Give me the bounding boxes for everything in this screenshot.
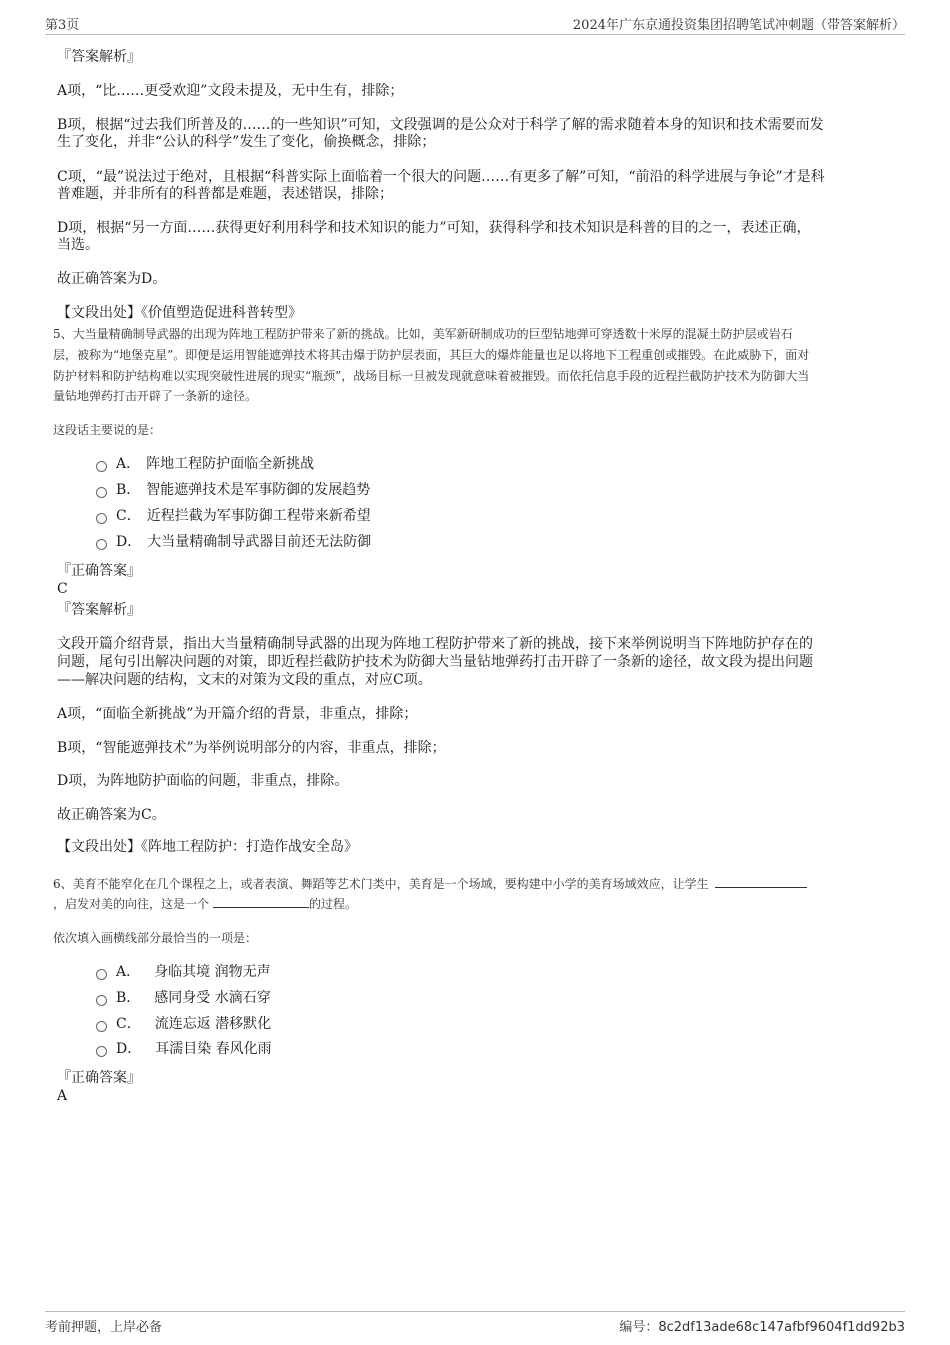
radio-icon[interactable] — [96, 513, 107, 524]
q4-analysis-d-line2: 当选。 — [57, 237, 99, 253]
page-number: 第3页 — [45, 18, 80, 33]
q6-stem-text: 的过程。 — [309, 897, 358, 911]
option-key: C． — [116, 1016, 141, 1032]
option-text: 近程拦截为军事防御工程带来新希望 — [146, 508, 371, 524]
option-key: A． — [116, 964, 141, 980]
q5-stem-line2: 层，被称为“地堡克星”。即便是运用智能遮弹技术将其击爆于防护层表面，其巨大的爆炸能量也足以将地下工程重创或摧毁。在此威胁下，面对 — [53, 348, 810, 362]
q4-source: 【文段出处】《价值塑造促进科普转型》 — [57, 305, 302, 321]
q6-stem-text: ，启发对美的向往，这是一个 — [53, 897, 210, 911]
option-key: B． — [116, 482, 141, 498]
option-key: D． — [116, 1041, 142, 1057]
q5-option-c[interactable] — [96, 506, 371, 526]
q6-option-c[interactable] — [96, 1014, 271, 1034]
q5-analysis-b: B项，“智能遮弹技术”为举例说明部分的内容，非重点，排除； — [57, 740, 446, 756]
q5-analysis-line2: 问题，尾句引出解决问题的对策，即近程拦截防护技术为防御大当量钻地弹药打击开辟了一条新的途径，故文段为提出问题 — [57, 654, 813, 670]
q6-option-b[interactable] — [96, 988, 271, 1008]
q5-conclusion: 故正确答案为C。 — [57, 807, 166, 823]
q4-analysis-c-line1: C项，“最”说法过于绝对，且根据“科普实际上面临着一个很大的问题……有更多了解”可知，“前沿的科学进展与争论”才是科 — [57, 169, 825, 185]
q5-stem-line3: 防护材料和防护结构难以实现突破性进展的现实“瓶颈”，战场目标一旦被发现就意味着被摧毁。而依托信息手段的近程拦截防护技术为防御大当 — [53, 369, 810, 383]
option-key: A． — [116, 456, 141, 472]
q4-analysis-b-line2: 生了变化，并非“公认的科学”发生了变化，偷换概念，排除； — [57, 134, 436, 150]
option-text: 耳濡目染 春风化雨 — [155, 1041, 272, 1057]
radio-icon[interactable] — [96, 461, 107, 472]
q6-answer-label: 『正确答案』 — [57, 1070, 141, 1086]
page-footer — [45, 1311, 905, 1339]
q5-question: 这段话主要说的是： — [53, 423, 162, 437]
q5-answer: C — [57, 581, 68, 597]
radio-icon[interactable] — [96, 1021, 107, 1032]
fill-blank-2 — [213, 895, 309, 908]
option-text: 智能遮弹技术是军事防御的发展趋势 — [146, 482, 371, 498]
q4-conclusion: 故正确答案为D。 — [57, 271, 167, 287]
q5-option-d[interactable] — [96, 532, 371, 552]
option-text: 感同身受 水滴石穿 — [154, 990, 271, 1006]
option-text: 流连忘返 潜移默化 — [154, 1016, 272, 1032]
q5-option-a[interactable] — [96, 454, 314, 474]
option-text: 阵地工程防护面临全新挑战 — [146, 456, 315, 472]
footer-slogan: 考前押题，上岸必备 — [45, 1320, 163, 1335]
q5-analysis-label: 『答案解析』 — [57, 602, 141, 618]
q4-analysis-b-line1: B项，根据“过去我们所普及的……的一些知识”可知，文段强调的是公众对于科学了解的需求随着本身的知识和技术需要而发 — [57, 117, 824, 133]
option-key: D． — [116, 534, 142, 550]
q5-analysis-line3: ——解决问题的结构，文末的对策为文段的重点，对应C项。 — [57, 672, 432, 688]
page-header — [45, 14, 905, 35]
q5-answer-label: 『正确答案』 — [57, 563, 141, 579]
q5-analysis-d: D项，为阵地防护面临的问题，非重点，排除。 — [57, 773, 349, 789]
fill-blank-1 — [715, 875, 807, 888]
option-text: 身临其境 润物无声 — [154, 964, 271, 980]
option-key: B． — [116, 990, 141, 1006]
radio-icon[interactable] — [96, 539, 107, 550]
q6-stem-text: 6、美育不能窄化在几个课程之上，或者表演、舞蹈等艺术门类中，美育是一个场域，要构建中小学的美育场域效应，让学生 — [53, 877, 709, 891]
document-code — [619, 1316, 905, 1335]
q5-stem-line4: 量钻地弹药打击开辟了一条新的途径。 — [53, 389, 258, 403]
q5-stem-line1: 5、大当量精确制导武器的出现为阵地工程防护带来了新的挑战。比如，美军新研制成功的巨型钻地弹可穿透数十米厚的混凝土防护层或岩石 — [53, 327, 793, 341]
radio-icon[interactable] — [96, 1046, 107, 1057]
q4-analysis-label: 『答案解析』 — [57, 49, 141, 65]
q6-stem-line1 — [53, 874, 898, 894]
radio-icon[interactable] — [96, 487, 107, 498]
q6-question: 依次填入画横线部分最恰当的一项是： — [53, 931, 258, 945]
code-label: 编号： — [619, 1320, 659, 1335]
radio-icon[interactable] — [96, 995, 107, 1006]
q6-option-a[interactable] — [96, 962, 271, 982]
radio-icon[interactable] — [96, 969, 107, 980]
q4-analysis-a: A项，“比……更受欢迎”文段未提及，无中生有，排除； — [57, 83, 404, 99]
q6-option-d[interactable] — [96, 1039, 272, 1059]
q5-source: 【文段出处】《阵地工程防护：打造作战安全岛》 — [57, 839, 358, 855]
q6-stem-line2 — [53, 894, 898, 914]
q6-answer: A — [57, 1088, 68, 1104]
q5-analysis-a: A项，“面临全新挑战”为开篇介绍的背景，非重点，排除； — [57, 706, 418, 722]
q4-analysis-d-line1: D项，根据“另一方面……获得更好利用科学和技术知识的能力”可知，获得科学和技术知识是科普的目的之一，表述正确， — [57, 220, 811, 236]
q5-option-b[interactable] — [96, 480, 370, 500]
q4-analysis-c-line2: 普难题，并非所有的科普都是难题，表述错误，排除； — [57, 186, 393, 202]
option-key: C． — [116, 508, 141, 524]
option-text: 大当量精确制导武器目前还无法防御 — [147, 534, 372, 550]
code-value: 8c2df13ade68c147afbf9604f1dd92b3 — [658, 1320, 905, 1335]
q5-analysis-line1: 文段开篇介绍背景，指出大当量精确制导武器的出现为阵地工程防护带来了新的挑战，接下来举例说明当下阵地防护存在的 — [57, 636, 813, 652]
document-title: 2024年广东京通投资集团招聘笔试冲刺题（带答案解析） — [572, 18, 905, 33]
